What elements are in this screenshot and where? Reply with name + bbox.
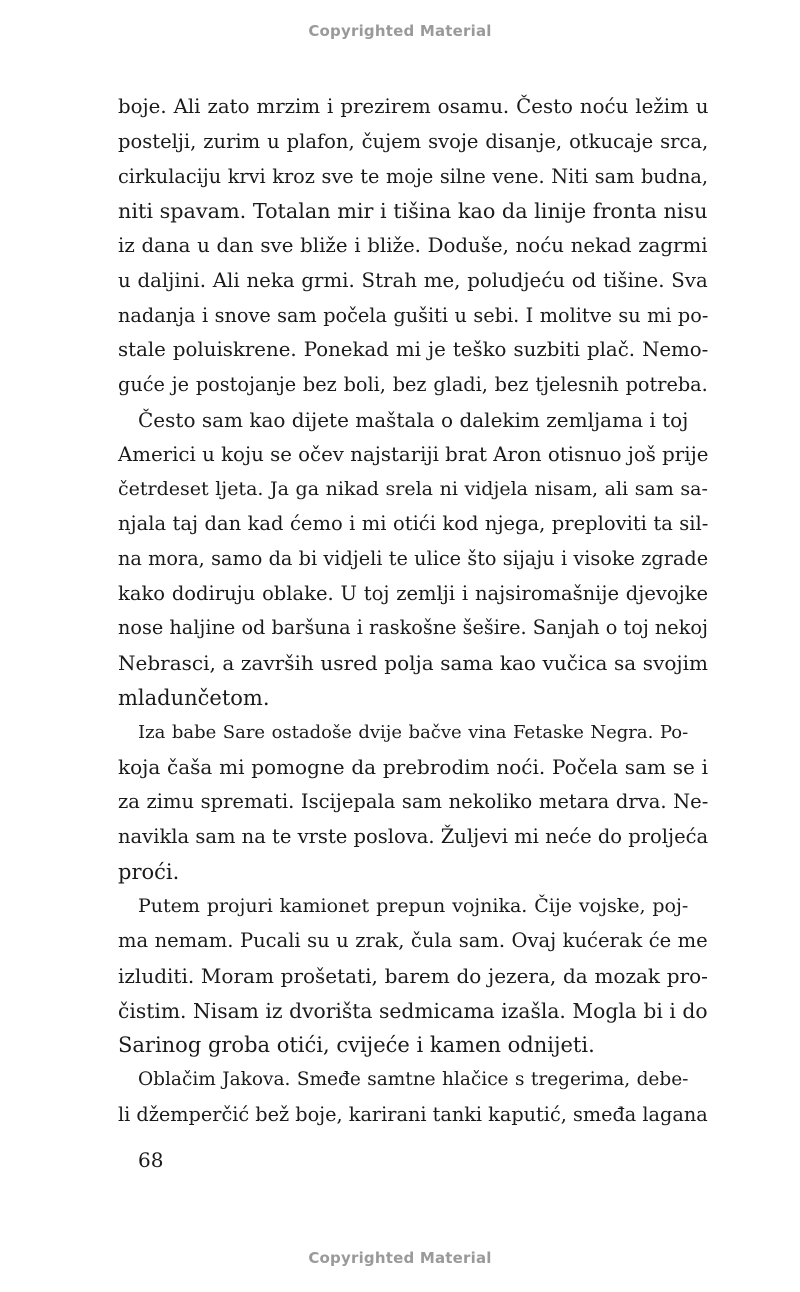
paragraph-1 — [118, 90, 708, 403]
text-line: Često sam kao dijete maštala o dalekim zemljama i toj — [138, 407, 689, 432]
text-line: koja čaša mi pomogne da prebrodim noći. Počela sam se i — [118, 755, 708, 780]
text-line: stale poluiskrene. Ponekad mi je teško suzbiti plač. Nemo- — [118, 338, 709, 362]
text-line: Nebrasci, a završih usred polja sama kao vučica sa svojim — [118, 651, 708, 675]
text-line: boje. Ali zato mrzim i prezirem osamu. Često noću ležim u — [118, 95, 709, 118]
text-line: nadanja i snove sam počela gušiti u sebi. I molitve su mi po- — [118, 303, 709, 327]
text-line: nose haljine od baršuna i raskošne šešire. Sanjah o toj nekoj — [118, 616, 708, 640]
copyright-watermark-bottom: Copyrighted Material — [308, 1249, 492, 1267]
text-line: njala taj dan kad ćemo i mi otići kod njega, preploviti ta sil- — [118, 512, 709, 535]
text-line: ma nemam. Pucali su u zrak, čula sam. Ovaj kućerak će me — [118, 929, 708, 952]
paragraph-3 — [118, 716, 708, 890]
text-line: cirkulaciju krvi kroz sve te moje silne vene. Niti sam budna, — [118, 164, 709, 188]
paragraph-4 — [118, 889, 708, 1063]
copyright-watermark-top: Copyrighted Material — [308, 22, 492, 40]
text-line: za zimu spremati. Iscijepala sam nekoliko metara drva. Ne- — [118, 790, 709, 813]
page-number: 68 — [138, 1148, 164, 1172]
paragraph-5 — [118, 1063, 708, 1133]
text-line: Sarinog groba otići, cvijeće i kamen odnijeti. — [118, 1033, 595, 1058]
text-line: proći. — [118, 859, 180, 884]
paragraph-2 — [118, 403, 708, 716]
text-line: četrdeset ljeta. Ja ga nikad srela ni vidjela nisam, ali sam sa- — [118, 478, 708, 501]
text-line: navikla sam na te vrste poslova. Žuljevi mi neće do proljeća — [118, 824, 709, 848]
text-line: postelji, zurim u plafon, čujem svoje disanje, otkucaje srca, — [118, 129, 709, 153]
text-line: niti spavam. Totalan mir i tišina kao da linije fronta nisu — [118, 199, 708, 224]
text-line: Putem projuri kamionet prepun vojnika. Čije vojske, poj- — [138, 895, 689, 918]
text-line: li džemperčić bež boje, karirani tanki kaputić, smeđa lagana — [118, 1102, 708, 1126]
text-line: kako dodiruju oblake. U toj zemlji i najsiromašnije djevojke — [118, 581, 709, 605]
text-line: mladunčetom. — [118, 685, 270, 710]
text-line: guće je postojanje bez boli, bez gladi, bez tjelesnih potreba. — [118, 373, 708, 396]
text-line: iz dana u dan sve bliže i bliže. Doduše, noću nekad zagrmi — [118, 234, 708, 257]
text-line: Iza babe Sare ostadoše dvije bačve vina Fetaske Negra. Po- — [138, 721, 689, 743]
text-line: Americi u koju se očev najstariji brat Aron otisnuo još prije — [118, 442, 709, 466]
text-line: čistim. Nisam iz dvorišta sedmicama izašla. Mogla bi i do — [118, 998, 708, 1023]
text-line: Oblačim Jakova. Smeđe samtne hlačice s tregerima, debe- — [138, 1069, 689, 1090]
text-line: u daljini. Ali neka grmi. Strah me, poludjeću od tišine. Sva — [118, 268, 708, 292]
body-text — [118, 90, 708, 1133]
text-line: na mora, samo da bi vidjeli te ulice što sijaju i visoke zgrade — [118, 546, 709, 570]
text-line: izluditi. Moram prošetati, barem do jezera, da mozak pro- — [118, 963, 708, 988]
